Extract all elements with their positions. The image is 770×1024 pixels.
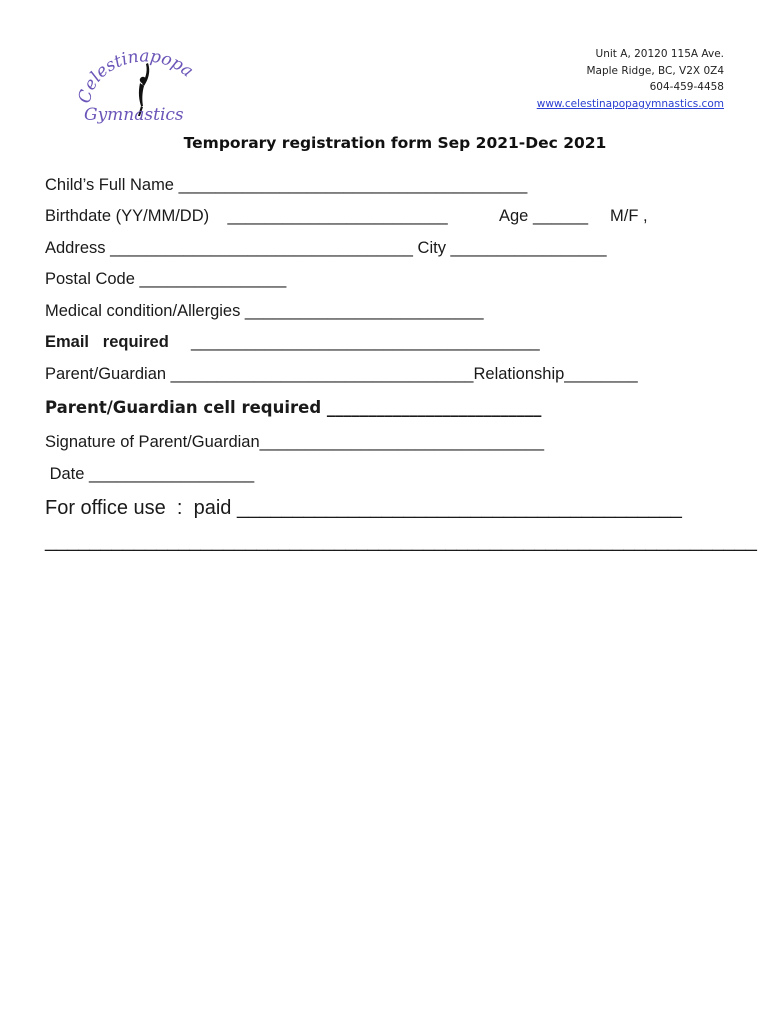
birthdate-field[interactable]: Birthdate (YY/MM/DD) ________________________ <box>45 207 448 225</box>
signature-field[interactable]: Signature of Parent/Guardian_______________________________ <box>45 433 545 451</box>
postal-code-field[interactable]: Postal Code ________________ <box>45 270 287 288</box>
address-city-field[interactable]: Address _________________________________ City _________________ <box>45 239 607 257</box>
website-link[interactable]: www.celestinapopagymnastics.com <box>536 97 724 110</box>
email-label: Email required <box>45 333 169 351</box>
gymnastics-logo <box>72 46 212 126</box>
parent-cell-field[interactable]: Parent/Guardian cell required __________________________ <box>45 398 542 417</box>
logo-sub-text: Gymnastics <box>84 105 184 125</box>
email-field[interactable]: ______________________________________ <box>191 333 540 351</box>
address-line2: Maple Ridge, BC, V2X 0Z4 <box>586 64 724 77</box>
logo-arc-text: Celestinapopa <box>74 46 198 106</box>
address-block <box>537 46 724 112</box>
mf-field[interactable]: M/F , <box>610 207 648 225</box>
svg-text:Celestinapopa <box>75 46 197 105</box>
child-name-field[interactable]: Child’s Full Name ______________________________________ <box>45 176 528 194</box>
phone-number: 604-459-4458 <box>649 81 724 93</box>
address-line1: Unit A, 20120 115A Ave. <box>595 48 724 60</box>
medical-field[interactable]: Medical condition/Allergies __________________________ <box>45 302 484 320</box>
parent-guardian-field[interactable]: Parent/Guardian _________________________________Relationship________ <box>45 365 638 383</box>
office-use-field: For office use : paid ________________________________________ <box>45 497 682 519</box>
age-field[interactable]: Age ______ <box>499 207 589 225</box>
form-title: Temporary registration form Sep 2021-Dec 2021 <box>183 134 607 152</box>
date-field[interactable]: Date __________________ <box>45 465 255 483</box>
office-use-extra-line: ________________________________________________________________ <box>45 530 757 552</box>
